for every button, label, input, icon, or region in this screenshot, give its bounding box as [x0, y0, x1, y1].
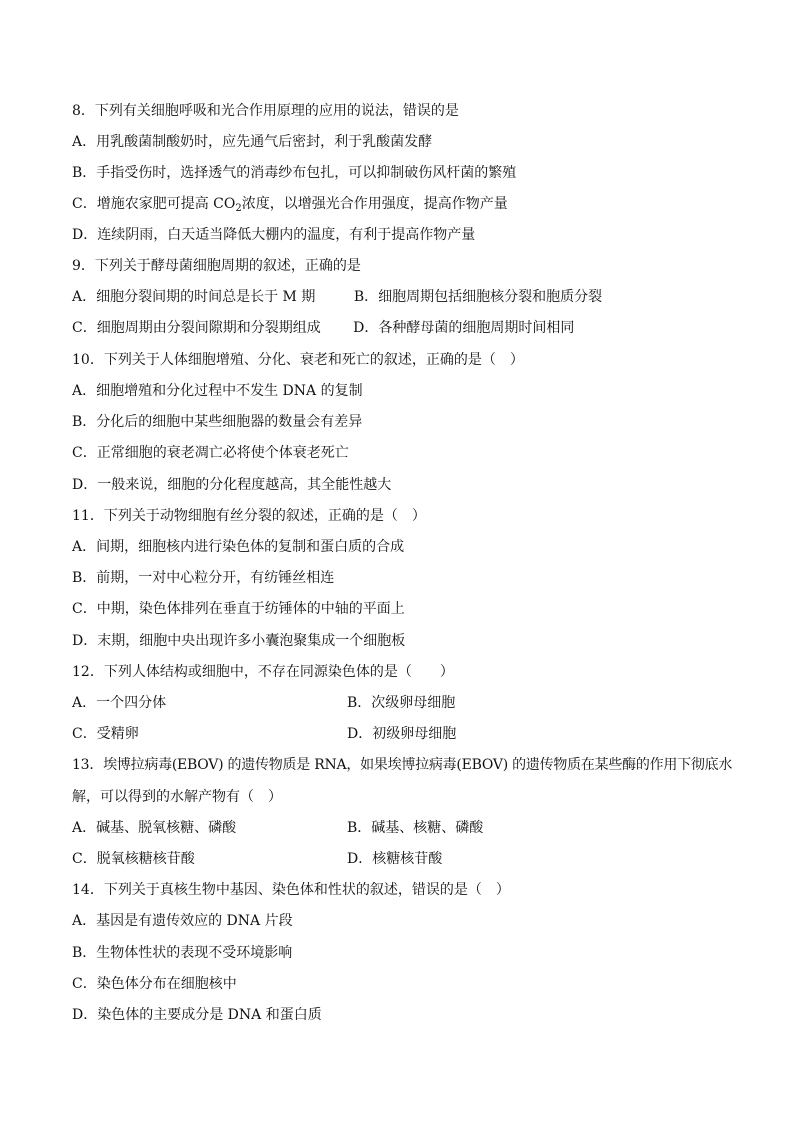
question-13-option-b: B．碱基、核糖、磷酸: [347, 820, 484, 836]
question-12-option-a: A．一个四分体: [72, 695, 167, 711]
question-9-option-d: D．各种酵母菌的细胞周期时间相同: [353, 320, 575, 336]
question-14-stem: 14．下列关于真核生物中基因、染色体和性状的叙述，错误的是（ ）: [72, 882, 510, 898]
question-13-stem-line2: 解，可以得到的水解产物有（ ）: [72, 789, 282, 805]
question-8-option-d: D．连续阴雨，白天适当降低大棚内的温度，有利于提高作物产量: [72, 227, 476, 243]
question-10-option-c: C．正常细胞的衰老凋亡必将使个体衰老死亡: [72, 445, 349, 461]
co2-subscript: 2: [235, 203, 242, 214]
question-12-options-row1: [72, 693, 734, 713]
question-12-options-row2: [72, 724, 734, 744]
question-12-option-d: D．初级卵母细胞: [347, 726, 457, 742]
question-13-option-d: D．核糖核苷酸: [347, 851, 443, 867]
question-11-option-b: B．前期，一对中心粒分开，有纺锤丝相连: [72, 570, 335, 586]
question-8-option-b: B．手指受伤时，选择透气的消毒纱布包扎，可以抑制破伤风杆菌的繁殖: [72, 165, 517, 181]
question-9-option-b: B．细胞周期包括细胞核分裂和胞质分裂: [353, 289, 603, 305]
question-11-stem: 11．下列关于动物细胞有丝分裂的叙述，正确的是（ ）: [72, 508, 426, 524]
question-14-option-b: B．生物体性状的表现不受环境影响: [72, 945, 293, 961]
option-c-text-post: 浓度，以增强光合作用强度，提高作物产量: [241, 196, 508, 212]
question-9-option-a: A．细胞分裂间期的时间总是长于 M 期: [72, 289, 316, 305]
question-9-option-c: C．细胞周期由分裂间隙期和分裂期组成: [72, 320, 321, 336]
question-10-stem: 10．下列关于人体细胞增殖、分化、衰老和死亡的叙述，正确的是（ ）: [72, 352, 524, 368]
question-13-stem-line1: 13．埃博拉病毒(EBOV) 的遗传物质是 RNA，如果埃博拉病毒(EBOV) 的遗传物质在某些酶的作用下彻底水: [72, 757, 733, 773]
question-12-stem: 12．下列人体结构或细胞中，不存在同源染色体的是（ ）: [72, 664, 454, 680]
question-13-option-c: C．脱氧核糖核苷酸: [72, 851, 195, 867]
question-11-option-d: D．末期，细胞中央出现许多小囊泡聚集成一个细胞板: [72, 633, 406, 649]
question-9-stem: 9．下列关于酵母菌细胞周期的叙述，正确的是: [72, 258, 361, 274]
question-11-option-c: C．中期，染色体排列在垂直于纺锤体的中轴的平面上: [72, 601, 405, 617]
question-10-option-a: A．细胞增殖和分化过程中不发生 DNA 的复制: [72, 383, 363, 399]
question-14-option-d: D．染色体的主要成分是 DNA 和蛋白质: [72, 1007, 322, 1023]
question-11-option-a: A．间期，细胞核内进行染色体的复制和蛋白质的合成: [72, 539, 405, 555]
question-9-options-row2: [72, 318, 734, 338]
question-9-options-row1: [72, 287, 734, 307]
question-14-option-a: A．基因是有遗传效应的 DNA 片段: [72, 913, 293, 929]
question-8-stem: 8．下列有关细胞呼吸和光合作用原理的应用的说法，错误的是: [72, 103, 459, 119]
question-10-option-b: B．分化后的细胞中某些细胞器的数量会有差异: [72, 414, 363, 430]
question-12-option-c: C．受精卵: [72, 726, 139, 742]
option-c-text-pre: C．增施农家肥可提高 CO: [72, 196, 236, 212]
question-8-option-a: A．用乳酸菌制酸奶时，应先通气后密封，利于乳酸菌发酵: [72, 134, 433, 150]
question-13-option-a: A．碱基、脱氧核糖、磷酸: [72, 820, 237, 836]
question-10-option-d: D．一般来说，细胞的分化程度越高，其全能性越大: [72, 477, 392, 493]
question-13-options-row1: [72, 818, 734, 838]
question-13-options-row2: [72, 849, 734, 869]
question-12-option-b: B．次级卵母细胞: [347, 695, 456, 711]
question-8-option-c: [72, 194, 734, 214]
question-14-option-c: C．染色体分布在细胞核中: [72, 976, 237, 992]
